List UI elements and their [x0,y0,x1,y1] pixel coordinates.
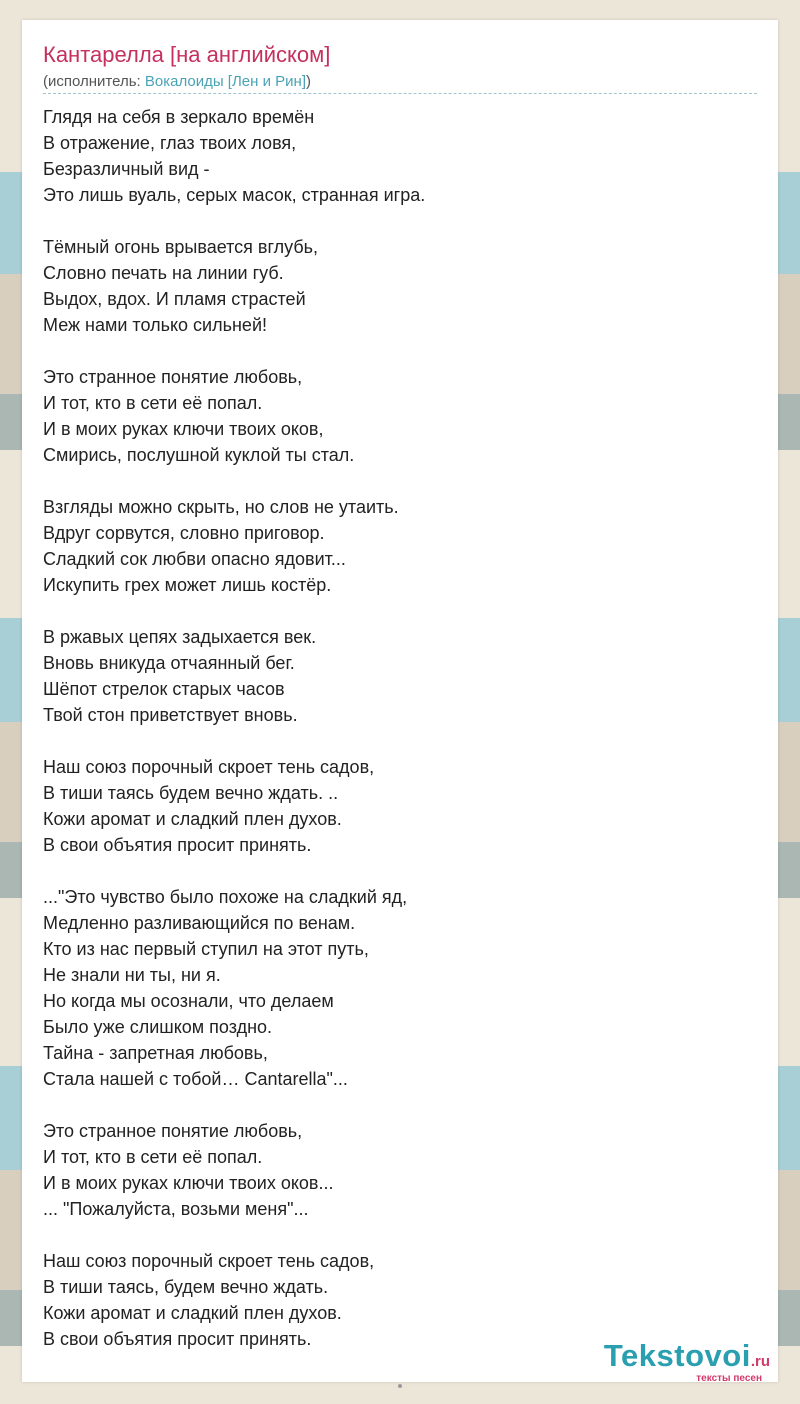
stanza-gap [43,1092,757,1118]
song-title: Кантарелла [на английском] [43,42,331,67]
lyric-line: ..."Это чувство было похоже на сладкий яд, [43,887,408,907]
lyric-line: Но когда мы осознали, что делаем [43,991,334,1011]
lyric-line: Выдох, вдох. И пламя страстей [43,289,306,309]
lyric-line: Кожи аромат и сладкий плен духов. [43,1303,342,1323]
artist-prefix: (исполнитель: [43,73,145,90]
stanza [43,1248,757,1352]
lyric-line: Глядя на себя в зеркало времён [43,107,315,127]
lyrics-card [22,20,778,1382]
stanza [43,364,757,468]
stanza [43,494,757,598]
stanza-gap [43,728,757,754]
page-dot [398,1384,402,1388]
lyric-line: Вдруг сорвутся, словно приговор. [43,523,325,543]
logo-tagline: тексты песен [696,1373,762,1384]
lyric-line: Кожи аромат и сладкий плен духов. [43,809,342,829]
stanza-gap [43,858,757,884]
lyric-line: Тёмный огонь врывается вглубь, [43,237,319,257]
lyric-line: Это лишь вуаль, серых масок, странная игра. [43,185,426,205]
lyric-line: Кто из нас первый ступил на этот путь, [43,939,369,959]
lyric-line: Не знали ни ты, ни я. [43,965,221,985]
lyric-line: Тайна - запретная любовь, [43,1043,268,1063]
stanza [43,754,757,858]
lyric-line: Вновь вникуда отчаянный бег. [43,653,295,673]
lyric-line: И тот, кто в сети её попал. [43,393,263,413]
lyrics-body [43,104,757,1352]
lyric-line: ... "Пожалуйста, возьми меня"... [43,1199,309,1219]
lyric-line: Наш союз порочный скроет тень садов, [43,757,375,777]
lyric-line: Сладкий сок любви опасно ядовит... [43,549,346,569]
lyric-line: Шёпот стрелок старых часов [43,679,285,699]
lyric-line: Меж нами только сильней! [43,315,267,335]
lyric-line: И тот, кто в сети её попал. [43,1147,263,1167]
lyric-line: И в моих руках ключи твоих оков... [43,1173,334,1193]
lyric-line: В тиши таясь, будем вечно ждать. [43,1277,329,1297]
stanza [43,624,757,728]
lyric-line: Смирись, послушной куклой ты стал. [43,445,355,465]
lyric-line: Безразличный вид - [43,159,210,179]
lyric-line: Было уже слишком поздно. [43,1017,273,1037]
lyric-line: Медленно разливающийся по венам. [43,913,356,933]
stanza [43,234,757,338]
lyric-line: Взгляды можно скрыть, но слов не утаить. [43,497,399,517]
lyric-line: В ржавых цепях задыхается век. [43,627,317,647]
artist-suffix: ) [306,73,311,90]
stanza [43,104,757,208]
lyric-line: Стала нашей с тобой… Cantarella"... [43,1069,348,1089]
logo-tld: .ru [750,1353,770,1370]
lyric-line: Это странное понятие любовь, [43,1121,303,1141]
lyric-line: В отражение, глаз твоих ловя, [43,133,297,153]
lyric-line: И в моих руках ключи твоих оков, [43,419,324,439]
lyric-line: Искупить грех может лишь костёр. [43,575,332,595]
logo-brand: Tekstovoi [603,1338,751,1373]
lyric-line: В тиши таясь будем вечно ждать. .. [43,783,339,803]
lyric-line: В свои объятия просит принять. [43,835,312,855]
lyric-line: Наш союз порочный скроет тень садов, [43,1251,375,1271]
stanza [43,884,757,1092]
stanza-gap [43,468,757,494]
artist-line [43,73,757,94]
site-logo[interactable] [603,1338,770,1384]
stanza-gap [43,338,757,364]
stanza-gap [43,598,757,624]
artist-link[interactable]: Вокалоиды [Лен и Рин] [144,73,306,90]
stanza [43,1118,757,1222]
lyric-line: Это странное понятие любовь, [43,367,303,387]
lyric-line: Словно печать на линии губ. [43,263,284,283]
lyric-line: В свои объятия просит принять. [43,1329,312,1349]
stanza-gap [43,1222,757,1248]
lyric-line: Твой стон приветствует вновь. [43,705,298,725]
stanza-gap [43,208,757,234]
